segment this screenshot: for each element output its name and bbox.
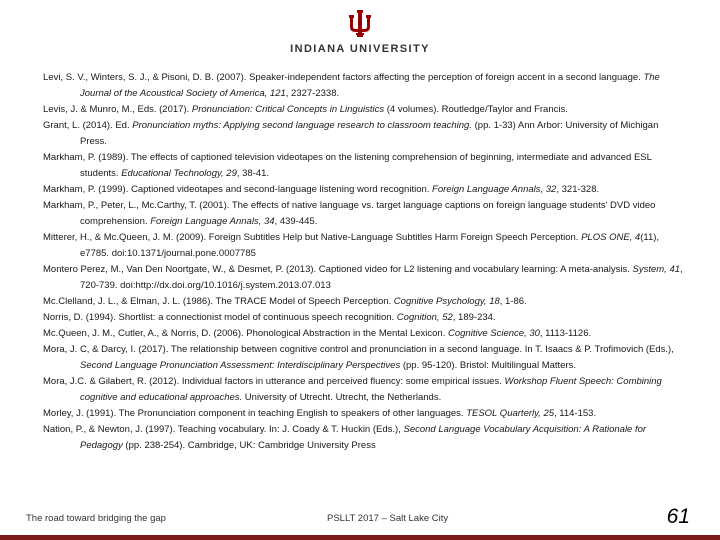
page-number: 61: [666, 505, 690, 528]
reference-entry: Mc.Clelland, J. L., & Elman, J. L. (1986). The TRACE Model of Speech Perception. Cognitive Psychology, 18, 1-86.: [43, 296, 527, 307]
reference-entry: Norris, D. (1994). Shortlist: a connectionist model of continuous speech recognition. Cognition, 52, 189-234.: [43, 312, 496, 323]
reference-entry: Morley, J. (1991). The Pronunciation component in teaching English to speakers of other languages. TESOL Quarterly, 25, 114-153.: [43, 408, 597, 419]
reference-entry: Mora, J. C, & Darcy, I. (2017). The relationship between cognitive control and pronunciation in a second language. In T. Isaacs & P. Trofimovich (Eds.), Second Language Pronunciation Assessment: Interdisciplinary Perspectives (pp. 95-120). Bristol: Multilingual Matters.: [43, 344, 674, 371]
reference-entry: Nation, P., & Newton, J. (1997). Teaching vocabulary. In: J. Coady & T. Huckin (Eds.), Second Language Vocabulary Acquisition: A Rationale for Pedagogy (pp. 238-254). Cambridge, UK: Cambridge University Press: [43, 424, 647, 451]
reference-entry: Markham, P., Peter, L., Mc.Carthy, T. (2001). The effects of native language vs. target language captions on foreign language students' DVD video comprehension. Foreign Language Annals, 34, 439-445.: [43, 200, 656, 227]
reference-entry: Montero Perez, M., Van Den Noortgate, W., & Desmet, P. (2013). Captioned video for L2 listening and vocabulary learning: A meta-analysis. System, 41, 720-739. doi:http://dx.doi.org/10.1016/j.system.2013.07.013: [43, 264, 683, 291]
university-name: INDIANA UNIVERSITY: [290, 43, 430, 55]
reference-entry: Grant, L. (2014). Ed. Pronunciation myths: Applying second language research to classroom teaching. (pp. 1-33) Ann Arbor: University of Michigan Press.: [43, 120, 659, 147]
reference-list: [43, 70, 683, 454]
footer-title: The road toward bridging the gap: [26, 513, 166, 524]
reference-entry: Mitterer, H., & Mc.Queen, J. M. (2009). Foreign Subtitles Help but Native-Language Subtitles Harm Foreign Speech Perception. PLOS ONE, 4(11), e7785. doi:10.1371/journal.pone.0007785: [43, 232, 660, 259]
footer-conference: PSLLT 2017 – Salt Lake City: [327, 513, 449, 524]
iu-trident-icon: [344, 10, 376, 40]
reference-entry: Markham, P. (1989). The effects of captioned television videotapes on the listening comprehension of beginning, intermediate and advanced ESL students. Educational Technology, 29, 38-41.: [43, 152, 652, 179]
reference-entry: Levis, J. & Munro, M., Eds. (2017). Pronunciation: Critical Concepts in Linguistics (4 volumes). Routledge/Taylor and Francis.: [43, 104, 568, 115]
reference-entry: Levi, S. V., Winters, S. J., & Pisoni, D. B. (2007). Speaker-independent factors affecting the perception of foreign accent in a second language. The Journal of the Acoustical Society of America, 121, 2327-2338.: [43, 72, 660, 99]
reference-entry: Mc.Queen, J. M., Cutler, A., & Norris, D. (2006). Phonological Abstraction in the Mental Lexicon. Cognitive Science, 30, 1113-1126.: [43, 328, 592, 339]
reference-entry: Markham, P. (1999). Captioned videotapes and second-language listening word recognition. Foreign Language Annals, 32, 321-328.: [43, 184, 600, 195]
reference-entry: Mora, J.C. & Gilabert, R. (2012). Individual factors in utterance and perceived fluency: some empirical issues. Workshop Fluent Speech: Combining cognitive and educational approaches. University of Utrecht. Utrecht, the Netherlands.: [43, 376, 662, 403]
footer-bar: [0, 535, 720, 540]
